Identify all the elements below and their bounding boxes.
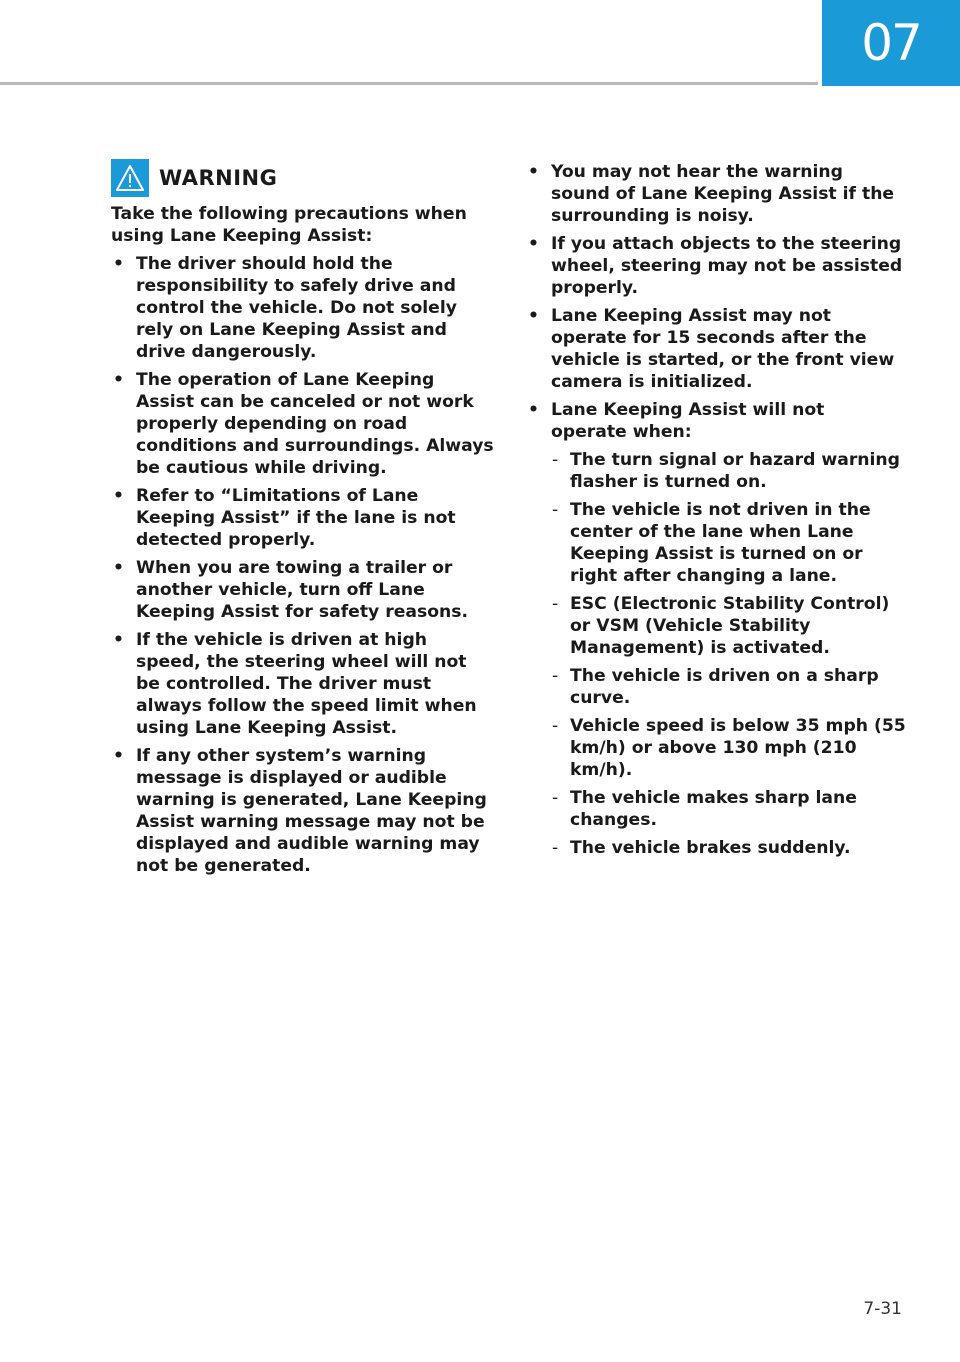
sub-list-item: - The vehicle makes sharp lane changes.: [551, 787, 906, 831]
list-item: • When you are towing a trailer or another vehicle, turn off Lane Keeping Assist for safety reasons.: [111, 557, 496, 623]
right-bullet-list: [526, 161, 906, 865]
sub-list-item: - ESC (Electronic Stability Control) or VSM (Vehicle Stability Management) is activated.: [551, 593, 906, 659]
list-item: • Lane Keeping Assist may not operate for 15 seconds after the vehicle is started, or the front view camera is initialized.: [526, 305, 906, 393]
sub-list-item: - The vehicle brakes suddenly.: [551, 837, 906, 859]
list-item: • The operation of Lane Keeping Assist can be canceled or not work properly depending on road conditions and surroundings. Always be cautious while driving.: [111, 369, 496, 479]
sub-list: [551, 449, 906, 859]
list-item: • Refer to “Limitations of Lane Keeping Assist” if the lane is not detected properly.: [111, 485, 496, 551]
page-number: 7-31: [863, 1299, 902, 1319]
sub-list-item: - Vehicle speed is below 35 mph (55 km/h) or above 130 mph (210 km/h).: [551, 715, 906, 781]
list-item: • You may not hear the warning sound of Lane Keeping Assist if the surrounding is noisy.: [526, 161, 906, 227]
warning-title: WARNING: [159, 166, 278, 190]
sub-list-item: - The vehicle is driven on a sharp curve.: [551, 665, 906, 709]
list-item: • If any other system’s warning message is displayed or audible warning is generated, Lane Keeping Assist warning message may not be displayed and audible warning may not be generated.: [111, 745, 496, 877]
header-rule: [0, 82, 818, 85]
warning-triangle-icon: [111, 159, 149, 197]
list-item: • If the vehicle is driven at high speed, the steering wheel will not be controlled. The driver must always follow the speed limit when using Lane Keeping Assist.: [111, 629, 496, 739]
list-item-text: Lane Keeping Assist will not operate when:: [551, 400, 825, 442]
sub-list-item: - The vehicle is not driven in the center of the lane when Lane Keeping Assist is turned on or right after changing a lane.: [551, 499, 906, 587]
sub-list-item: - The turn signal or hazard warning flasher is turned on.: [551, 449, 906, 493]
left-bullet-list: [111, 253, 496, 883]
list-item: • If you attach objects to the steering wheel, steering may not be assisted properly.: [526, 233, 906, 299]
warning-intro: Take the following precautions when using Lane Keeping Assist:: [111, 204, 467, 246]
warning-heading: [111, 158, 277, 198]
list-item: • The driver should hold the responsibility to safely drive and control the vehicle. Do not solely rely on Lane Keeping Assist and drive dangerously.: [111, 253, 496, 363]
list-item-with-subitems: [526, 399, 906, 859]
chapter-number: 07: [822, 0, 960, 86]
